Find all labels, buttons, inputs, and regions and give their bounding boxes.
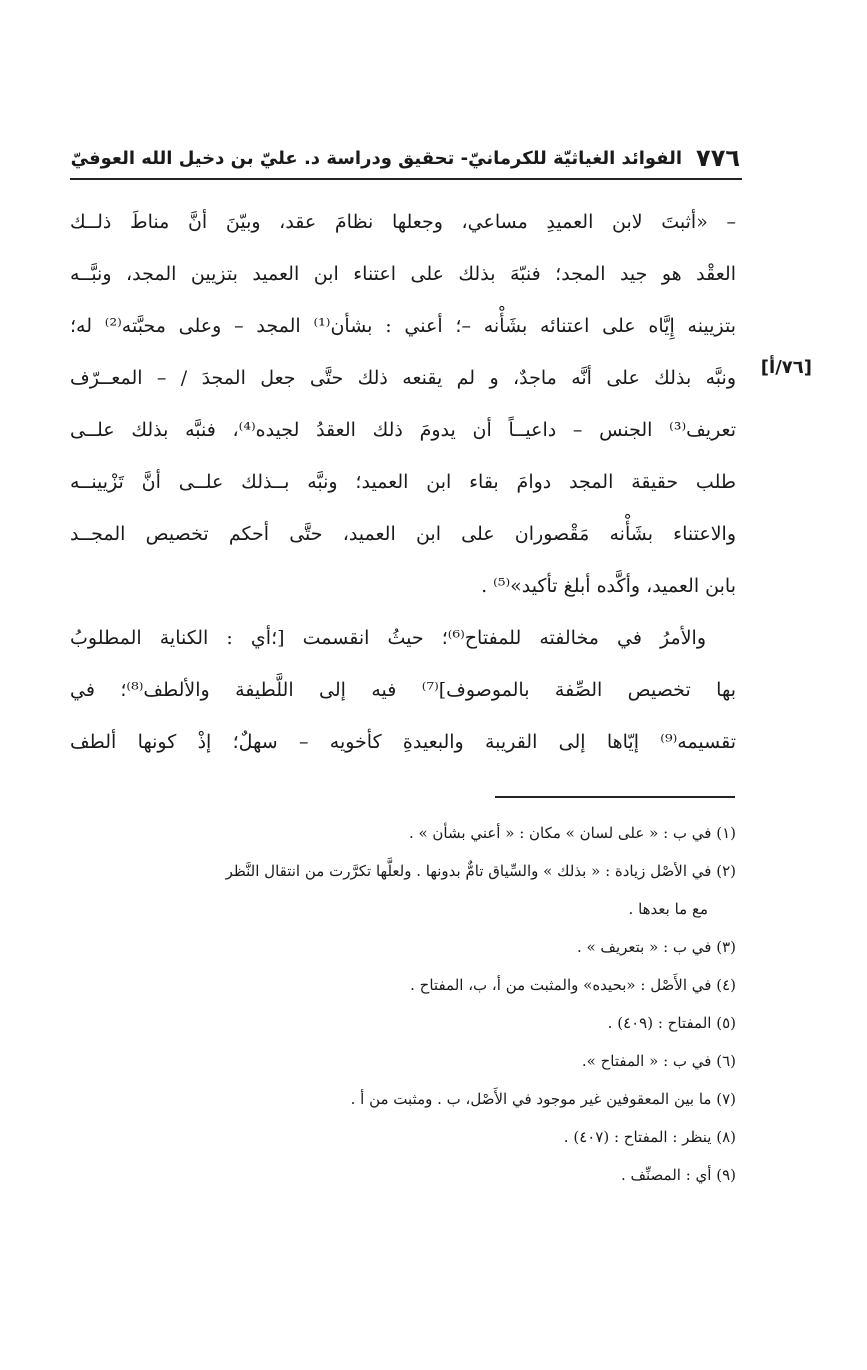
- text-line: بابن العميد، وأكَّده أبلغ تأكيد»⁽⁵⁾ .: [481, 575, 736, 597]
- footnote: (٨) ينظر : المفتاح : (٤٠٧) .: [563, 1128, 736, 1146]
- page-number: ٧٧٦: [696, 144, 740, 172]
- text-line: والأمرُ في مخالفته للمفتاح⁽⁶⁾؛ حيثُ انقسمت [؛أي : الكناية المطلوبُ: [70, 627, 706, 649]
- text-line: بها تخصيص الصِّفة بالموصوف]⁽⁷⁾ فيه إلى اللَّطيفة والألطف⁽⁸⁾؛ في: [70, 679, 736, 701]
- footnote: (١) في ب : « على لسان » مكان : « أعني بشأن » .: [408, 824, 736, 842]
- footnote-continuation: مع ما بعدها .: [628, 900, 708, 918]
- running-title: الفوائد الغياثيّة للكرمانيّ- تحقيق ودراسة د. عليّ بن دخيل الله العوفيّ: [70, 147, 683, 169]
- text-line: – «أثبتَ لابن العميدِ مساعي، وجعلها نظامَ عقد، وبيّنَ أنَّ مناطَ ذلــك: [70, 211, 736, 233]
- footnote: (٣) في ب : « بتعريف » .: [576, 938, 736, 956]
- text-line: تقسيمه⁽⁹⁾ إيّاها إلى القريبة والبعيدةِ كأخويه – سهلٌ؛ إذْ كونها ألطف: [70, 731, 736, 753]
- footnote: (٢) في الأصْل زيادة : « بذلك » والسِّياق تامٌّ بدونها . ولعلَّها تكرَّرت من انتقال النَّظر: [225, 862, 736, 880]
- text-line: طلب حقيقة المجد دوامَ بقاء ابن العميد؛ ونبَّه بــذلك علــى أنَّ تَزْيينــه: [70, 471, 736, 493]
- footnotes: [70, 814, 736, 1194]
- footnote: (٦) في ب : « المفتاح ».: [581, 1052, 736, 1070]
- text-line: تعريف⁽³⁾ الجنس – داعيــاً أن يدومَ ذلك العقدُ لجيده⁽⁴⁾، فنبَّه بذلك علــى: [70, 419, 736, 441]
- main-text: [70, 196, 736, 768]
- folio-marker: [٧٦/أ]: [760, 357, 812, 378]
- footnote: (٥) المفتاح : (٤٠٩) .: [607, 1014, 736, 1032]
- running-header: [70, 140, 740, 176]
- text-line: والاعتناء بشَأْنه مَقْصوران على ابن العميد، حتَّى أحكم تخصيص المجــد: [70, 523, 736, 545]
- footnote: (٤) في الأَصْل : «بحيده» والمثبت من أ، ب، المفتاح .: [410, 976, 736, 994]
- footnote-separator: [495, 796, 735, 798]
- header-rule: [70, 178, 742, 180]
- text-line: بتزيينه إِيَّاه على اعتنائه بشَأْنه –؛ أعني : بشأن⁽¹⁾ المجد – وعلى محبَّته⁽²⁾ له؛: [70, 315, 736, 337]
- text-line: العقْد هو جيد المجد؛ فنبّهَ بذلك على اعتناء ابن العميد بتزيين المجد، ونبَّــه: [70, 263, 736, 285]
- footnote: (٧) ما بين المعقوفين غير موجود في الأَصْل، ب . ومثبت من أ .: [350, 1090, 736, 1108]
- footnote: (٩) أي : المصنِّف .: [620, 1166, 736, 1184]
- text-line: ونبَّه بذلك على أنَّه ماجدٌ، و لم يقنعه ذلك حتَّى جعل المجدَ / – المعــرّف: [70, 367, 736, 389]
